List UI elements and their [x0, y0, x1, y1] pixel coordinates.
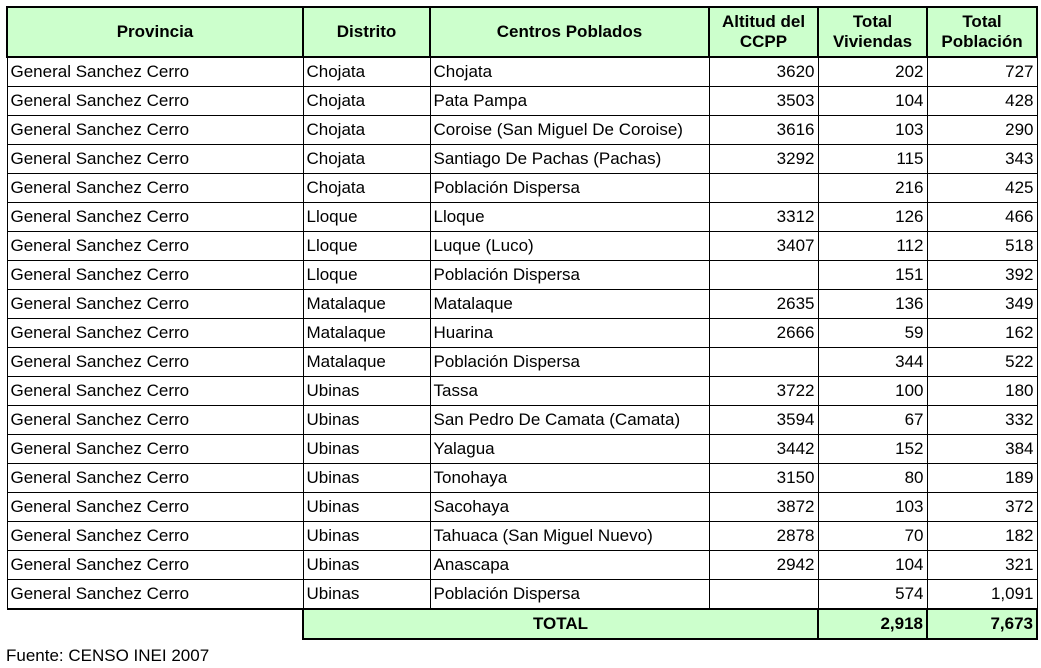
- cell-poblacion: 466: [927, 203, 1037, 232]
- table-row: [7, 551, 1037, 580]
- cell-viviendas: 100: [818, 377, 927, 406]
- cell-altitud: 3594: [709, 406, 818, 435]
- table-row: [7, 493, 1037, 522]
- cell-poblacion: 189: [927, 464, 1037, 493]
- cell-provincia: General Sanchez Cerro: [7, 522, 303, 551]
- cell-poblacion: 384: [927, 435, 1037, 464]
- cell-viviendas: 344: [818, 348, 927, 377]
- table-row: [7, 464, 1037, 493]
- total-poblacion: 7,673: [927, 609, 1037, 639]
- cell-poblacion: 182: [927, 522, 1037, 551]
- cell-poblacion: 343: [927, 145, 1037, 174]
- cell-altitud: 3312: [709, 203, 818, 232]
- cell-altitud: 3407: [709, 232, 818, 261]
- cell-viviendas: 151: [818, 261, 927, 290]
- table-row: [7, 203, 1037, 232]
- cell-provincia: General Sanchez Cerro: [7, 377, 303, 406]
- cell-viviendas: 70: [818, 522, 927, 551]
- cell-centro-poblado: Matalaque: [430, 290, 709, 319]
- cell-poblacion: 162: [927, 319, 1037, 348]
- cell-altitud: 2635: [709, 290, 818, 319]
- cell-centro-poblado: Santiago De Pachas (Pachas): [430, 145, 709, 174]
- header-provincia: Provincia: [7, 7, 303, 57]
- cell-altitud: 3722: [709, 377, 818, 406]
- cell-viviendas: 136: [818, 290, 927, 319]
- cell-distrito: Lloque: [303, 203, 430, 232]
- table-row: [7, 290, 1037, 319]
- cell-distrito: Chojata: [303, 116, 430, 145]
- cell-viviendas: 104: [818, 87, 927, 116]
- cell-centro-poblado: San Pedro De Camata (Camata): [430, 406, 709, 435]
- cell-viviendas: 59: [818, 319, 927, 348]
- cell-distrito: Matalaque: [303, 319, 430, 348]
- cell-provincia: General Sanchez Cerro: [7, 57, 303, 87]
- table-row: [7, 145, 1037, 174]
- cell-centro-poblado: Sacohaya: [430, 493, 709, 522]
- cell-altitud: 3872: [709, 493, 818, 522]
- cell-poblacion: 392: [927, 261, 1037, 290]
- cell-centro-poblado: Tassa: [430, 377, 709, 406]
- cell-distrito: Ubinas: [303, 406, 430, 435]
- cell-poblacion: 727: [927, 57, 1037, 87]
- cell-provincia: General Sanchez Cerro: [7, 232, 303, 261]
- cell-altitud: 3503: [709, 87, 818, 116]
- cell-centro-poblado: Tonohaya: [430, 464, 709, 493]
- cell-poblacion: 332: [927, 406, 1037, 435]
- cell-distrito: Ubinas: [303, 377, 430, 406]
- cell-poblacion: 518: [927, 232, 1037, 261]
- cell-viviendas: 115: [818, 145, 927, 174]
- cell-viviendas: 574: [818, 580, 927, 610]
- cell-distrito: Ubinas: [303, 522, 430, 551]
- cell-provincia: General Sanchez Cerro: [7, 145, 303, 174]
- cell-provincia: General Sanchez Cerro: [7, 551, 303, 580]
- table-row: [7, 377, 1037, 406]
- cell-poblacion: 522: [927, 348, 1037, 377]
- cell-poblacion: 1,091: [927, 580, 1037, 610]
- cell-distrito: Ubinas: [303, 580, 430, 610]
- cell-altitud: [709, 348, 818, 377]
- cell-provincia: General Sanchez Cerro: [7, 116, 303, 145]
- cell-viviendas: 216: [818, 174, 927, 203]
- table-row: [7, 319, 1037, 348]
- total-row: [7, 609, 1037, 639]
- cell-centro-poblado: Chojata: [430, 57, 709, 87]
- total-label: TOTAL: [303, 609, 818, 639]
- cell-provincia: General Sanchez Cerro: [7, 87, 303, 116]
- cell-provincia: General Sanchez Cerro: [7, 580, 303, 610]
- cell-distrito: Chojata: [303, 174, 430, 203]
- cell-altitud: 3442: [709, 435, 818, 464]
- cell-distrito: Chojata: [303, 87, 430, 116]
- total-viviendas: 2,918: [818, 609, 927, 639]
- cell-altitud: 3620: [709, 57, 818, 87]
- cell-altitud: [709, 580, 818, 610]
- table-row: [7, 174, 1037, 203]
- cell-poblacion: 290: [927, 116, 1037, 145]
- cell-distrito: Chojata: [303, 57, 430, 87]
- cell-viviendas: 126: [818, 203, 927, 232]
- cell-provincia: General Sanchez Cerro: [7, 261, 303, 290]
- table-row: [7, 87, 1037, 116]
- cell-viviendas: 104: [818, 551, 927, 580]
- cell-provincia: General Sanchez Cerro: [7, 493, 303, 522]
- table-row: [7, 406, 1037, 435]
- cell-poblacion: 321: [927, 551, 1037, 580]
- header-altitud: Altitud del CCPP: [709, 7, 818, 57]
- cell-centro-poblado: Luque (Luco): [430, 232, 709, 261]
- cell-provincia: General Sanchez Cerro: [7, 203, 303, 232]
- cell-viviendas: 103: [818, 116, 927, 145]
- cell-centro-poblado: Tahuaca (San Miguel Nuevo): [430, 522, 709, 551]
- cell-centro-poblado: Población Dispersa: [430, 261, 709, 290]
- table-row: [7, 435, 1037, 464]
- cell-viviendas: 67: [818, 406, 927, 435]
- cell-centro-poblado: Población Dispersa: [430, 348, 709, 377]
- cell-distrito: Ubinas: [303, 435, 430, 464]
- cell-altitud: 2942: [709, 551, 818, 580]
- cell-centro-poblado: Lloque: [430, 203, 709, 232]
- cell-poblacion: 180: [927, 377, 1037, 406]
- cell-poblacion: 428: [927, 87, 1037, 116]
- cell-provincia: General Sanchez Cerro: [7, 406, 303, 435]
- cell-provincia: General Sanchez Cerro: [7, 290, 303, 319]
- cell-provincia: General Sanchez Cerro: [7, 348, 303, 377]
- cell-provincia: General Sanchez Cerro: [7, 464, 303, 493]
- table-row: [7, 57, 1037, 87]
- header-row: [7, 7, 1037, 57]
- cell-centro-poblado: Coroise (San Miguel De Coroise): [430, 116, 709, 145]
- cell-altitud: 3616: [709, 116, 818, 145]
- cell-centro-poblado: Pata Pampa: [430, 87, 709, 116]
- cell-centro-poblado: Huarina: [430, 319, 709, 348]
- cell-distrito: Ubinas: [303, 493, 430, 522]
- cell-provincia: General Sanchez Cerro: [7, 435, 303, 464]
- cell-viviendas: 202: [818, 57, 927, 87]
- cell-distrito: Lloque: [303, 261, 430, 290]
- cell-altitud: [709, 261, 818, 290]
- cell-viviendas: 112: [818, 232, 927, 261]
- cell-poblacion: 349: [927, 290, 1037, 319]
- cell-poblacion: 425: [927, 174, 1037, 203]
- table-row: [7, 580, 1037, 610]
- cell-centro-poblado: Yalagua: [430, 435, 709, 464]
- census-table: [6, 6, 1038, 640]
- cell-centro-poblado: Población Dispersa: [430, 580, 709, 610]
- cell-viviendas: 103: [818, 493, 927, 522]
- table-row: [7, 261, 1037, 290]
- header-total-viviendas: Total Viviendas: [818, 7, 927, 57]
- cell-altitud: 3292: [709, 145, 818, 174]
- cell-altitud: 2666: [709, 319, 818, 348]
- cell-viviendas: 80: [818, 464, 927, 493]
- cell-viviendas: 152: [818, 435, 927, 464]
- table-row: [7, 232, 1037, 261]
- table-row: [7, 522, 1037, 551]
- cell-altitud: [709, 174, 818, 203]
- cell-distrito: Lloque: [303, 232, 430, 261]
- source-note: Fuente: CENSO INEI 2007: [6, 646, 210, 665]
- table-row: [7, 348, 1037, 377]
- cell-centro-poblado: Anascapa: [430, 551, 709, 580]
- cell-provincia: General Sanchez Cerro: [7, 174, 303, 203]
- header-distrito: Distrito: [303, 7, 430, 57]
- cell-provincia: General Sanchez Cerro: [7, 319, 303, 348]
- header-total-poblacion: Total Población: [927, 7, 1037, 57]
- header-centros-poblados: Centros Poblados: [430, 7, 709, 57]
- cell-poblacion: 372: [927, 493, 1037, 522]
- cell-distrito: Ubinas: [303, 551, 430, 580]
- cell-altitud: 2878: [709, 522, 818, 551]
- cell-distrito: Matalaque: [303, 348, 430, 377]
- cell-distrito: Matalaque: [303, 290, 430, 319]
- cell-altitud: 3150: [709, 464, 818, 493]
- total-blank-cell: [7, 609, 303, 639]
- table-row: [7, 116, 1037, 145]
- cell-centro-poblado: Población Dispersa: [430, 174, 709, 203]
- cell-distrito: Ubinas: [303, 464, 430, 493]
- cell-distrito: Chojata: [303, 145, 430, 174]
